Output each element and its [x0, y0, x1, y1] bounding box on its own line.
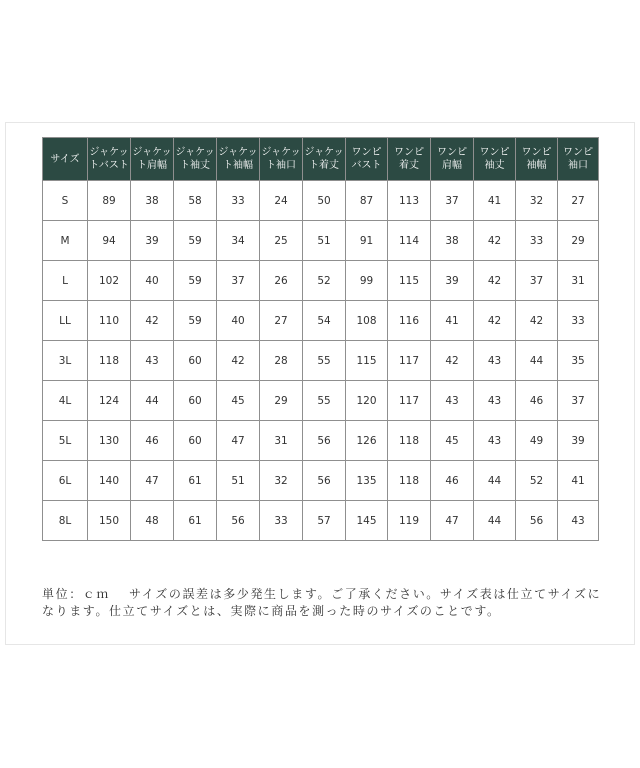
table-cell: 34 — [217, 221, 260, 261]
table-cell: 39 — [558, 421, 599, 461]
table-cell: 59 — [174, 301, 217, 341]
table-cell: 33 — [516, 221, 558, 261]
table-cell: 44 — [474, 461, 516, 501]
table-cell: 42 — [431, 341, 474, 381]
table-cell: 56 — [303, 461, 346, 501]
column-header: ワンピ 着丈 — [388, 138, 431, 181]
table-cell: 40 — [131, 261, 174, 301]
table-cell: 39 — [131, 221, 174, 261]
table-cell: 27 — [558, 181, 599, 221]
table-cell: 145 — [346, 501, 388, 541]
table-cell: 24 — [260, 181, 303, 221]
size-label-cell: S — [43, 181, 88, 221]
table-cell: 33 — [558, 301, 599, 341]
table-cell: 54 — [303, 301, 346, 341]
table-cell: 59 — [174, 221, 217, 261]
table-cell: 114 — [388, 221, 431, 261]
table-cell: 42 — [217, 341, 260, 381]
table-cell: 28 — [260, 341, 303, 381]
table-cell: 52 — [516, 461, 558, 501]
table-cell: 120 — [346, 381, 388, 421]
table-cell: 58 — [174, 181, 217, 221]
size-note: 単位：ｃｍ サイズの誤差は多少発生します。ご了承ください。サイズ表は仕立てサイズになります。仕立てサイズとは、実際に商品を測った時のサイズのことです。 — [42, 587, 602, 618]
table-cell: 29 — [558, 221, 599, 261]
size-label-cell: 8L — [43, 501, 88, 541]
table-cell: 51 — [303, 221, 346, 261]
table-cell: 43 — [474, 421, 516, 461]
table-row — [43, 301, 599, 341]
table-cell: 46 — [516, 381, 558, 421]
table-cell: 43 — [474, 341, 516, 381]
table-cell: 130 — [88, 421, 131, 461]
table-cell: 99 — [346, 261, 388, 301]
table-cell: 41 — [431, 301, 474, 341]
table-body — [43, 181, 599, 541]
table-cell: 43 — [131, 341, 174, 381]
table-cell: 118 — [388, 421, 431, 461]
table-cell: 43 — [431, 381, 474, 421]
table-row — [43, 461, 599, 501]
table-cell: 119 — [388, 501, 431, 541]
table-row — [43, 501, 599, 541]
table-cell: 47 — [131, 461, 174, 501]
table-row — [43, 261, 599, 301]
column-header: ジャケッ ト袖幅 — [217, 138, 260, 181]
table-cell: 102 — [88, 261, 131, 301]
table-cell: 108 — [346, 301, 388, 341]
table-row — [43, 341, 599, 381]
table-cell: 38 — [431, 221, 474, 261]
table-cell: 40 — [217, 301, 260, 341]
table-cell: 25 — [260, 221, 303, 261]
table-cell: 37 — [558, 381, 599, 421]
table-cell: 50 — [303, 181, 346, 221]
table-cell: 56 — [217, 501, 260, 541]
table-cell: 110 — [88, 301, 131, 341]
size-label-cell: M — [43, 221, 88, 261]
size-label-cell: 3L — [43, 341, 88, 381]
table-cell: 49 — [516, 421, 558, 461]
size-table — [42, 137, 599, 541]
table-cell: 44 — [474, 501, 516, 541]
table-cell: 29 — [260, 381, 303, 421]
table-cell: 44 — [131, 381, 174, 421]
table-cell: 27 — [260, 301, 303, 341]
table-cell: 56 — [516, 501, 558, 541]
table-cell: 135 — [346, 461, 388, 501]
table-cell: 32 — [516, 181, 558, 221]
table-cell: 38 — [131, 181, 174, 221]
table-cell: 45 — [431, 421, 474, 461]
table-cell: 115 — [388, 261, 431, 301]
table-cell: 124 — [88, 381, 131, 421]
table-row — [43, 221, 599, 261]
size-label-cell: L — [43, 261, 88, 301]
table-cell: 45 — [217, 381, 260, 421]
table-cell: 31 — [558, 261, 599, 301]
table-cell: 87 — [346, 181, 388, 221]
table-cell: 42 — [474, 261, 516, 301]
table-cell: 47 — [431, 501, 474, 541]
table-cell: 89 — [88, 181, 131, 221]
table-cell: 43 — [558, 501, 599, 541]
column-header: ワンピ 袖幅 — [516, 138, 558, 181]
table-cell: 56 — [303, 421, 346, 461]
column-header: ワンピ 袖丈 — [474, 138, 516, 181]
table-cell: 117 — [388, 381, 431, 421]
table-cell: 118 — [88, 341, 131, 381]
size-label-cell: 4L — [43, 381, 88, 421]
table-cell: 55 — [303, 381, 346, 421]
table-cell: 118 — [388, 461, 431, 501]
table-row — [43, 421, 599, 461]
table-cell: 91 — [346, 221, 388, 261]
column-header: サイズ — [43, 138, 88, 181]
table-cell: 42 — [131, 301, 174, 341]
table-cell: 33 — [260, 501, 303, 541]
table-cell: 116 — [388, 301, 431, 341]
table-cell: 60 — [174, 341, 217, 381]
table-cell: 41 — [474, 181, 516, 221]
table-cell: 26 — [260, 261, 303, 301]
column-header: ワンピ バスト — [346, 138, 388, 181]
table-cell: 60 — [174, 381, 217, 421]
table-cell: 41 — [558, 461, 599, 501]
table-cell: 44 — [516, 341, 558, 381]
table-cell: 42 — [474, 301, 516, 341]
table-cell: 31 — [260, 421, 303, 461]
table-cell: 42 — [516, 301, 558, 341]
table-cell: 61 — [174, 461, 217, 501]
table-cell: 113 — [388, 181, 431, 221]
table-cell: 51 — [217, 461, 260, 501]
table-cell: 117 — [388, 341, 431, 381]
column-header: ワンピ 肩幅 — [431, 138, 474, 181]
table-cell: 60 — [174, 421, 217, 461]
table-cell: 59 — [174, 261, 217, 301]
table-header-row — [43, 138, 599, 181]
table-cell: 94 — [88, 221, 131, 261]
table-cell: 150 — [88, 501, 131, 541]
table-cell: 61 — [174, 501, 217, 541]
table-cell: 37 — [516, 261, 558, 301]
table-cell: 47 — [217, 421, 260, 461]
table-cell: 48 — [131, 501, 174, 541]
table-cell: 39 — [431, 261, 474, 301]
column-header: ジャケッ ト着丈 — [303, 138, 346, 181]
table-cell: 33 — [217, 181, 260, 221]
table-cell: 115 — [346, 341, 388, 381]
table-cell: 43 — [474, 381, 516, 421]
table-cell: 35 — [558, 341, 599, 381]
column-header: ジャケッ ト肩幅 — [131, 138, 174, 181]
table-cell: 37 — [431, 181, 474, 221]
table-cell: 52 — [303, 261, 346, 301]
size-label-cell: LL — [43, 301, 88, 341]
table-cell: 46 — [431, 461, 474, 501]
table-cell: 140 — [88, 461, 131, 501]
size-label-cell: 5L — [43, 421, 88, 461]
table-row — [43, 381, 599, 421]
column-header: ジャケッ ト袖口 — [260, 138, 303, 181]
table-cell: 55 — [303, 341, 346, 381]
table-cell: 42 — [474, 221, 516, 261]
column-header: ジャケッ トバスト — [88, 138, 131, 181]
column-header: ワンピ 袖口 — [558, 138, 599, 181]
table-cell: 32 — [260, 461, 303, 501]
table-cell: 37 — [217, 261, 260, 301]
column-header: ジャケッ ト袖丈 — [174, 138, 217, 181]
size-label-cell: 6L — [43, 461, 88, 501]
table-cell: 46 — [131, 421, 174, 461]
table-cell: 57 — [303, 501, 346, 541]
table-row — [43, 181, 599, 221]
table-cell: 126 — [346, 421, 388, 461]
